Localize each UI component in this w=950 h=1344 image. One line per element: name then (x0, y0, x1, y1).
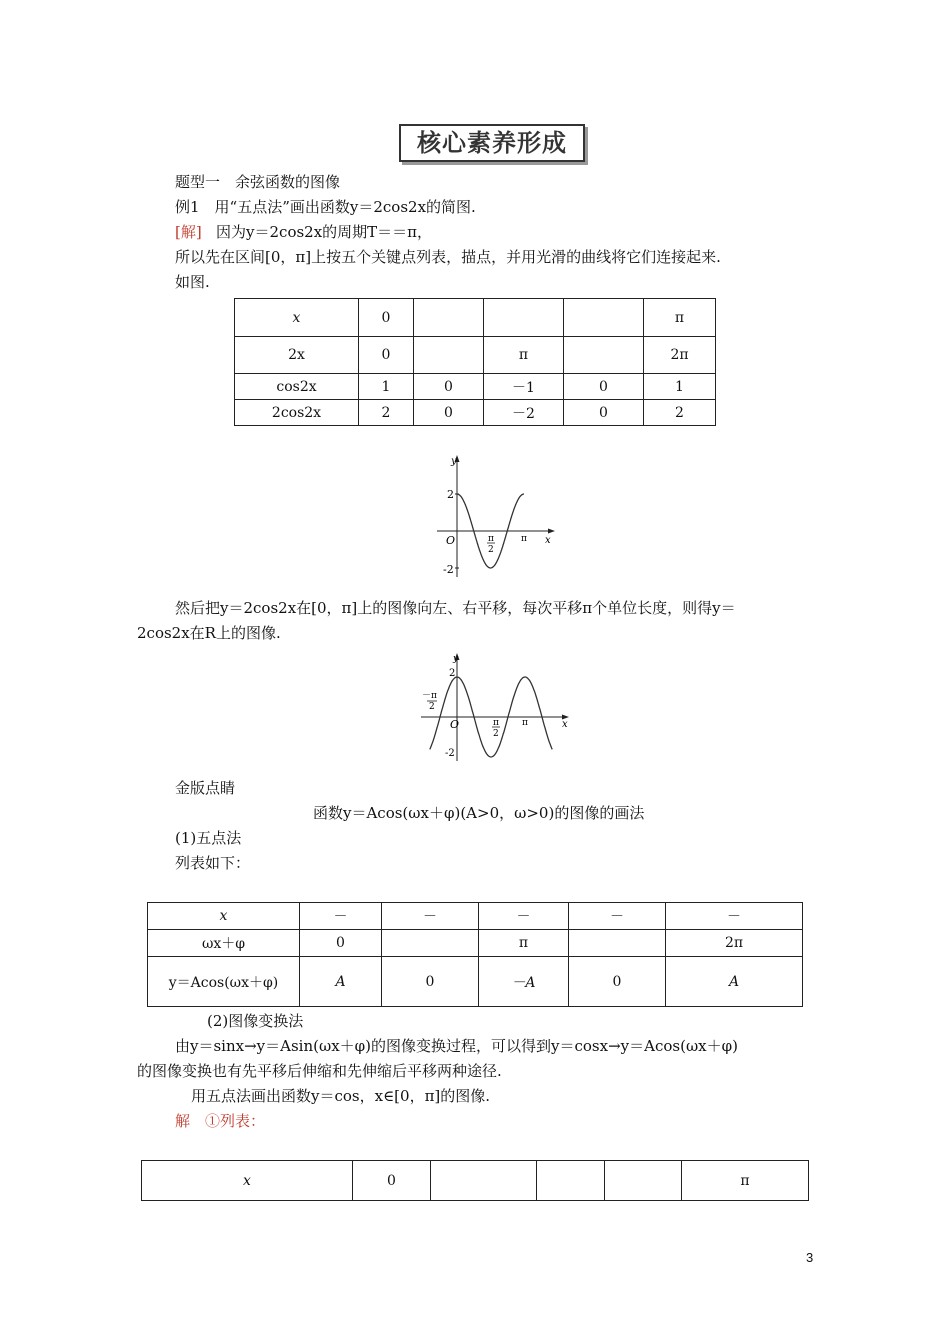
y-max-label: 2 (447, 488, 454, 501)
cell (564, 337, 644, 374)
cell: － (479, 903, 569, 930)
table-row (235, 374, 716, 400)
y-label: y (453, 654, 459, 664)
table-row (148, 957, 803, 1007)
table-row (148, 903, 803, 930)
method-2-text-1: 由y＝sinx→y＝Asin(ωx＋φ)的图像变换过程，可以得到y＝cosx→y＝Acos(ωx＋φ) (175, 1037, 738, 1055)
pi-label: π (522, 718, 528, 728)
half-pi-num: π (488, 534, 494, 544)
cell: 0 (569, 957, 666, 1007)
y-max-label: 2 (449, 668, 456, 679)
origin-label: O (446, 534, 456, 547)
tip-subtitle: 函数y＝Acos(ωx＋φ)(A>0，ω>0)的图像的画法 (313, 804, 645, 822)
cell: －A (479, 957, 569, 1007)
table-row (142, 1161, 809, 1201)
method-2-text-2: 的图像变换也有先平移后伸缩和先伸缩后平移两种途径. (137, 1062, 502, 1080)
half-pi-den: 2 (488, 545, 494, 555)
cell (414, 299, 484, 337)
cell: 2 (644, 400, 716, 426)
pi-label: π (521, 534, 527, 544)
cell: － (382, 903, 479, 930)
cell: x (148, 903, 300, 930)
solution-line-3: 如图. (175, 273, 210, 291)
origin-label: O (450, 718, 460, 731)
cell: 0 (300, 930, 382, 957)
half-pi-den: 2 (493, 729, 499, 739)
cell: A (300, 957, 382, 1007)
cell (414, 337, 484, 374)
cell: π (484, 337, 564, 374)
list-intro: 列表如下： (175, 854, 251, 872)
heading: 题型一 余弦函数的图像 (175, 173, 341, 191)
cell: π (479, 930, 569, 957)
half-pi-num: π (493, 718, 499, 728)
cell (605, 1161, 682, 1201)
cell (537, 1161, 605, 1201)
cell: 0 (564, 374, 644, 400)
neg-half-pi-num: －π (422, 691, 437, 701)
cell: 0 (359, 299, 414, 337)
table-3 (141, 1160, 809, 1201)
exercise-solution: 解 ①列表： (175, 1112, 266, 1130)
cell: 2π (644, 337, 716, 374)
x-label: x (562, 719, 568, 730)
cell: －2 (484, 400, 564, 426)
table-row (235, 299, 716, 337)
table-row (235, 337, 716, 374)
cell: － (666, 903, 803, 930)
method-2: (2)图像变换法 (207, 1012, 304, 1030)
cell: A (666, 957, 803, 1007)
section-title: 核心素养形成 (399, 124, 585, 162)
cell: 1 (644, 374, 716, 400)
cell: 2 (359, 400, 414, 426)
cell: cos2x (235, 374, 359, 400)
cell: ωx＋φ (148, 930, 300, 957)
cell: 1 (359, 374, 414, 400)
cell (484, 299, 564, 337)
neg-half-pi-den: 2 (429, 702, 435, 712)
exercise: 用五点法画出函数y＝cos，x∈[0，π]的图像. (191, 1087, 491, 1105)
table-row (235, 400, 716, 426)
cell (569, 930, 666, 957)
page-number: 3 (806, 1250, 814, 1265)
cell (564, 299, 644, 337)
x-label: x (545, 535, 551, 546)
cell (382, 930, 479, 957)
cell: 2π (666, 930, 803, 957)
table-row (148, 930, 803, 957)
y-label: y (451, 456, 457, 467)
cell: 2x (235, 337, 359, 374)
cell: π (682, 1161, 809, 1201)
x-axis-arrow (548, 529, 555, 534)
method-1: (1)五点法 (175, 829, 242, 847)
y-min-label: -2 (445, 748, 455, 759)
table-1 (234, 298, 716, 426)
cell: y＝Acos(ωx＋φ) (148, 957, 300, 1007)
cosine-graph-1 (425, 453, 560, 581)
cell: 0 (414, 400, 484, 426)
cell (431, 1161, 537, 1201)
cell: － (569, 903, 666, 930)
solution-line-1 (175, 221, 432, 242)
solution-line-2: 所以先在区间[0，π]上按五个关键点列表，描点，并用光滑的曲线将它们连接起来. (175, 248, 721, 266)
cell: － (300, 903, 382, 930)
paragraph-shift-2: 2cos2x在R上的图像. (137, 624, 281, 642)
cell: 0 (382, 957, 479, 1007)
cell: x (142, 1161, 353, 1201)
solution-text: 因为y＝2cos2x的周期T＝＝π， (216, 223, 433, 241)
cell: 0 (564, 400, 644, 426)
cell: π (644, 299, 716, 337)
cell: 0 (353, 1161, 431, 1201)
cosine-graph-2 (415, 651, 575, 765)
cell: －1 (484, 374, 564, 400)
cell: x (235, 299, 359, 337)
paragraph-shift-1: 然后把y＝2cos2x在[0，π]上的图像向左、右平移，每次平移π个单位长度，则得y＝ (175, 599, 736, 617)
cell: 0 (414, 374, 484, 400)
example-1: 例1 用“五点法”画出函数y＝2cos2x的简图. (175, 198, 476, 216)
solution-tag: [解] (175, 223, 202, 241)
tip-title: 金版点睛 (175, 779, 236, 797)
y-min-label: -2 (443, 563, 454, 576)
table-2 (147, 902, 803, 1007)
cell: 0 (359, 337, 414, 374)
cell: 2cos2x (235, 400, 359, 426)
